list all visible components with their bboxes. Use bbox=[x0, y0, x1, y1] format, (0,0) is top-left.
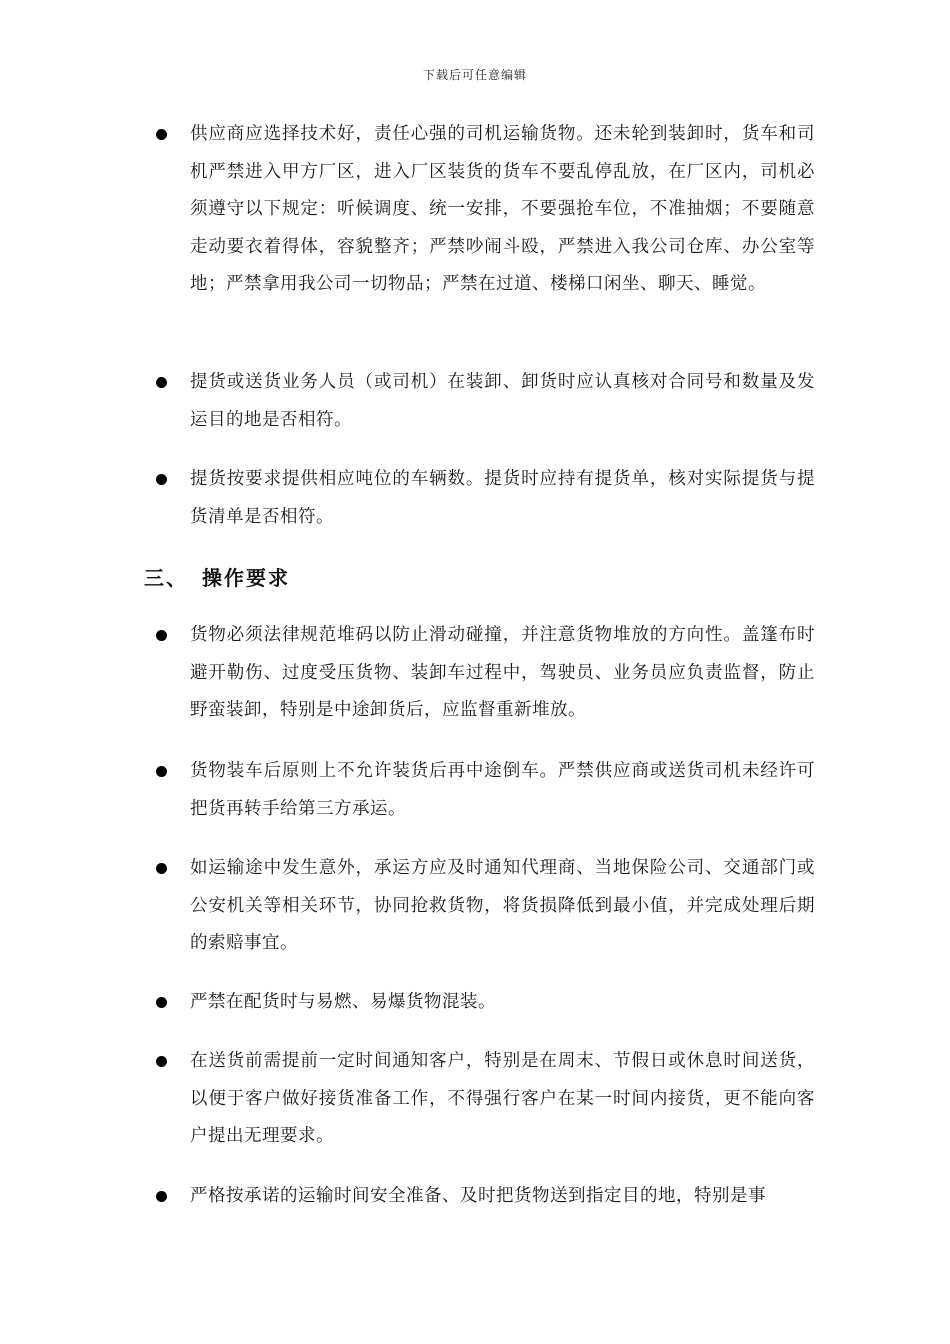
bullet-icon bbox=[156, 129, 167, 140]
page-header: 下载后可任意编辑 bbox=[422, 68, 527, 82]
bullet-item bbox=[155, 617, 815, 730]
section-title: 操作要求 bbox=[202, 566, 290, 590]
section-heading bbox=[144, 562, 290, 591]
bullet-item bbox=[155, 1178, 815, 1216]
bullet-item bbox=[155, 364, 815, 439]
bullet-text: 严禁在配货时与易燃、易爆货物混装。 bbox=[190, 992, 496, 1012]
bullet-text: 在送货前需提前一定时间通知客户，特别是在周末、节假日或休息时间送货，以便于客户做好接货准备工作，不得强行客户在某一时间内接货，更不能向客户提出无理要求。 bbox=[190, 1051, 815, 1146]
bullet-icon bbox=[156, 1056, 167, 1067]
bullet-text: 提货按要求提供相应吨位的车辆数。提货时应持有提货单，核对实际提货与提货清单是否相符。 bbox=[190, 469, 815, 527]
bullet-icon bbox=[156, 766, 167, 777]
bullet-text: 如运输途中发生意外，承运方应及时通知代理商、当地保险公司、交通部门或公安机关等相关环节，协同抢救货物，将货损降低到最小值，并完成处理后期的索赔事宜。 bbox=[190, 858, 815, 953]
bullet-text: 供应商应选择技术好，责任心强的司机运输货物。还未轮到装卸时，货车和司机严禁进入甲方厂区，进入厂区装货的货车不要乱停乱放，在厂区内，司机必须遵守以下规定：听候调度、统一安排，不要强抢车位，不准抽烟；不要随意走动要衣着得体，容貌整齐；严禁吵闹斗殴，严禁进入我公司仓库、办公室等地；严禁拿用我公司一切物品；严禁在过道、楼梯口闲坐、聊天、睡觉。 bbox=[190, 124, 815, 294]
bullet-icon bbox=[156, 474, 167, 485]
section-number: 三、 bbox=[144, 566, 188, 590]
bullet-icon bbox=[156, 630, 167, 641]
bullet-icon bbox=[156, 377, 167, 388]
bullet-text: 货物必须法律规范堆码以防止滑动碰撞，并注意货物堆放的方向性。盖篷布时避开勒伤、过度受压货物、装卸车过程中，驾驶员、业务员应负责监督，防止野蛮装卸，特别是中途卸货后，应监督重新堆放。 bbox=[190, 625, 815, 720]
bullet-item bbox=[155, 1043, 815, 1156]
bullet-icon bbox=[156, 863, 167, 874]
bullet-item bbox=[155, 753, 815, 828]
bullet-icon bbox=[156, 997, 167, 1008]
bullet-item bbox=[155, 850, 815, 963]
bullet-text: 货物装车后原则上不允许装货后再中途倒车。严禁供应商或送货司机未经许可把货再转手给第三方承运。 bbox=[190, 761, 815, 819]
bullet-item bbox=[155, 461, 815, 536]
bullet-text: 严格按承诺的运输时间安全准备、及时把货物送到指定目的地，特别是事 bbox=[190, 1186, 766, 1206]
bullet-text: 提货或送货业务人员（或司机）在装卸、卸货时应认真核对合同号和数量及发运目的地是否相符。 bbox=[190, 372, 815, 430]
bullet-item bbox=[155, 116, 815, 304]
bullet-item bbox=[155, 984, 815, 1022]
bullet-icon bbox=[156, 1191, 167, 1202]
